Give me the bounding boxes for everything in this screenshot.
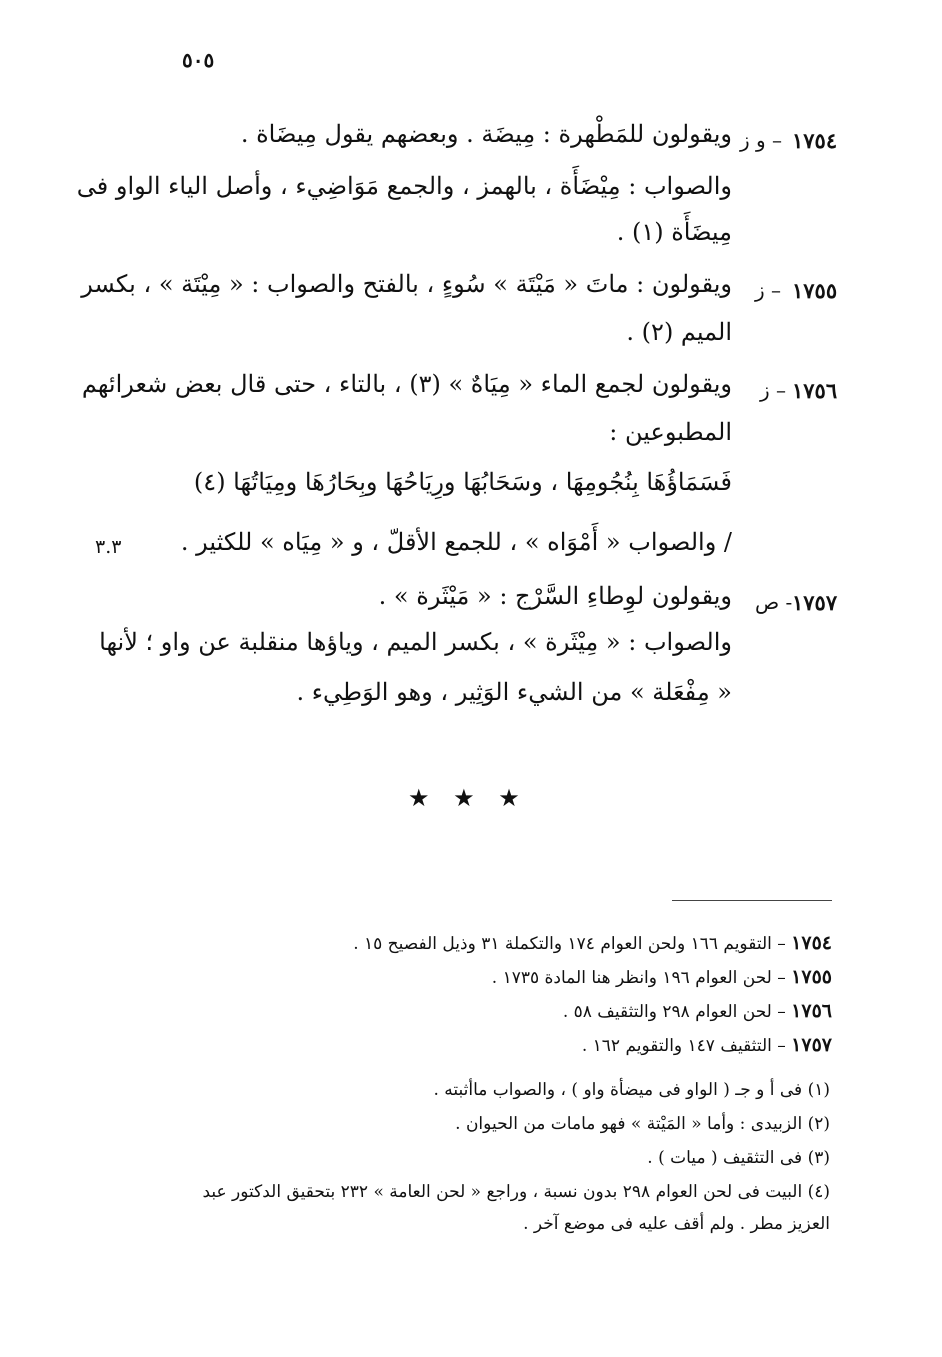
entry-line: / والصواب « أَمْوَاه » ، للجمع الأقلّ ، و « مِيَاه » للكثير . bbox=[180, 528, 732, 556]
source-line bbox=[563, 1000, 832, 1022]
source-line bbox=[492, 966, 832, 988]
entry-line: المطبوعين : bbox=[609, 418, 732, 446]
page-number: ٥٠٥ bbox=[182, 48, 215, 72]
verse-line: فَسَمَاؤُهَا بِنُجُومِهَا ، وسَحَابُهَا ورِيَاحُهَا وبِحَارُهَا ومِيَاتُهَا (٤) bbox=[193, 468, 732, 496]
entry-number: ١٧٥٧ bbox=[792, 590, 838, 615]
footnote: (٤) البيت فى لحن العوام ٢٩٨ بدون نسبة ، وراجع « لحن العامة » ٢٣٢ بتحقيق الدكتور عبد bbox=[202, 1182, 830, 1202]
entry-code: – ز bbox=[760, 378, 787, 402]
entry-line: ويقولون لوِطاءِ السَّرْج : « مَيْثَرة » . bbox=[378, 582, 732, 610]
margin-page-ref: ٣.٣ bbox=[95, 536, 122, 558]
footnote-rule bbox=[672, 900, 832, 901]
footnote: (٣) فى التثقيف ( ميات ) . bbox=[647, 1148, 830, 1168]
entry-line: ويقولون : ماتَ « مَيْتَة » سُوءٍ ، بالفتح والصواب : « مِيْتَة » ، بكسر bbox=[81, 270, 732, 298]
entry-line: « مِفْعَلة » من الشيء الوَثِير ، وهو الوَطِيء . bbox=[296, 678, 732, 706]
section-separator: ★ ★ ★ bbox=[408, 784, 528, 812]
source-text: – لحن العوام ٢٩٨ والتثقيف ٥٨ . bbox=[562, 1002, 786, 1022]
source-number: ١٧٥٧ bbox=[791, 1034, 832, 1056]
entry-number: ١٧٥٤ bbox=[792, 128, 838, 153]
source-text: – التثقيف ١٤٧ والتقويم ١٦٢ . bbox=[581, 1036, 786, 1056]
entry-code: – ز bbox=[755, 278, 782, 302]
entry-code: - ص bbox=[755, 590, 793, 614]
source-number: ١٧٥٤ bbox=[791, 932, 832, 954]
source-number: ١٧٥٥ bbox=[791, 966, 832, 988]
footnote-continuation: العزيز مطر . ولم أقف عليه فى موضع آخر . bbox=[523, 1214, 830, 1234]
footnote: (٢) الزبيدى : وأما « المَيْتة » فهو مامات من الحيوان . bbox=[455, 1114, 830, 1134]
entry-line: ويقولون لجمع الماء « مِيَاهٌ » (٣) ، بالتاء ، حتى قال بعض شعرائهم bbox=[81, 370, 732, 398]
source-number: ١٧٥٦ bbox=[791, 1000, 832, 1022]
source-text: – لحن العوام ١٩٦ وانظر هنا المادة ١٧٣٥ . bbox=[491, 968, 786, 988]
entry-number: ١٧٥٥ bbox=[792, 278, 838, 303]
entry-code: – و ز bbox=[740, 128, 783, 152]
footnote: (١) فى أ و جـ ( الواو فى ميضأة واو ) ، والصواب ماأثبته . bbox=[433, 1080, 830, 1100]
entry-number: ١٧٥٦ bbox=[792, 378, 838, 403]
entry-line: مِيضَأَة (١) . bbox=[616, 218, 732, 246]
entry-line: والصواب : « مِيْثَرة » ، بكسر الميم ، وياؤها منقلبة عن واو ؛ لأنها bbox=[99, 628, 732, 656]
source-text: – التقويم ١٦٦ ولحن العوام ١٧٤ والتكملة ٣١ وذيل الفصيح ١٥ . bbox=[353, 934, 786, 954]
entry-line: الميم (٢) . bbox=[626, 318, 732, 346]
entry-line: والصواب : مِيْضَأَة ، بالهمز ، والجمع مَوَاضِيء ، وأصل الياء الواو فى bbox=[76, 172, 732, 200]
source-line bbox=[582, 1034, 832, 1056]
entry-line: ويقولون للمَطْهرة : مِيضَة . وبعضهم يقول مِيضَاة . bbox=[240, 120, 732, 148]
source-line bbox=[353, 932, 832, 954]
